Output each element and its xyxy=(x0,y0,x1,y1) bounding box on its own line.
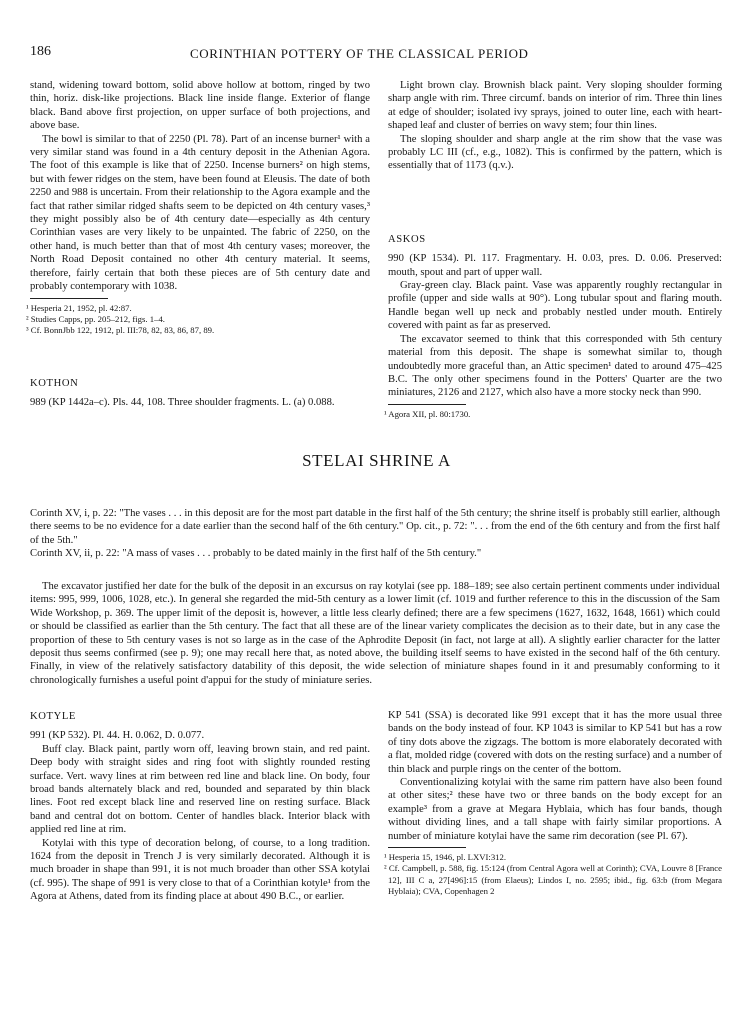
paragraph: Kotylai with this type of decoration belong, of course, to a long tradition. 1624 from the deposit in Trench J is very similarly decorated. Although it is much broader in shape than 991, it is not much broader than other SSA kotylai (cf. 995). The shape of 991 is very close to that of a Corinthian kotyle¹ from the Agora at Athens, dated from its finding place at about 490 B.C., or earlier. xyxy=(30,837,370,903)
catalog-entry: 990 (KP 1534). Pl. 117. Fragmentary. H. 0.03, pres. D. 0.06. Preserved: mouth, spout and part of upper wall. xyxy=(388,253,722,278)
left-column-top xyxy=(26,79,370,410)
paragraph: stand, widening toward bottom, solid above hollow at bottom, ringed by two thin, horiz. disk-like projections. Black line inside flange. Exterior of flange black. Band above first projection, on upper surface of both projections, and above base. xyxy=(30,80,370,132)
paragraph: Gray-green clay. Black paint. Vase was apparently roughly rectangular in profile (upper and side walls at 90°). Long tubular spout and flaring mouth. Handle began well up neck and probably nestled under mouth. Entirely covered with paint as far as preserved. xyxy=(388,280,722,332)
footnote-rule xyxy=(388,847,466,848)
right-column-top xyxy=(384,79,722,420)
left-column-bottom xyxy=(30,710,370,904)
paragraph: The excavator seemed to think that this corresponded with 5th century material from this deposit. The shape is somewhat similar to, though undoubtedly more graceful than, an Attic specimen¹ dated to around 475–425 B.C. The only other specimens found in the Potters' Quarter are the two miniatures, 2126 and 2127, which also have a more stocky neck than 990. xyxy=(388,333,722,399)
footnote: ¹ Hesperia 15, 1946, pl. LXVI:312. xyxy=(384,852,507,863)
section-heading-askos: ASKOS xyxy=(388,233,426,245)
paragraph: KP 541 (SSA) is decorated like 991 except that it has the more usual three bands on the body instead of four. KP 1043 is similar to KP 541 but has a row of tiny dots above the zigzags. The bottom is more elaborately decorated with a flat, molded ridge (covered with dots on the resting surface) and a number of thin black and purple rings on the center of the bottom. xyxy=(388,710,722,775)
footnote: ¹ Agora XII, pl. 80:1730. xyxy=(384,408,471,419)
quotation: Corinth XV, ii, p. 22: "A mass of vases . . . probably to be dated mainly in the first half of the 5th century." xyxy=(30,548,482,560)
quotation: Corinth XV, i, p. 22: "The vases . . . in this deposit are for the most part datable in the first half of the 5th century; the shrine itself is probably still earlier, although there seems to be no evidence for a date earlier than the second half of the 6th century." Op. cit., p. 72: ". . . from the end of the 6th century and from the first half of the 5th." xyxy=(30,508,720,546)
paragraph: The bowl is similar to that of 2250 (Pl. 78). Part of an incense burner¹ with a very similar stand was found in a 4th century deposit in the Athenian Agora. The foot of this example is like that of 2250. Incense burners² on high stems, but with fewer ridges on the stem, have been found at Eleusis. The date of both 2250 and 988 is uncertain. From their relationship to the Agora example and the fact that rather similar ridged shafts seem to be depicted on 4th century vases,³ they might possibly also be of 4th century date—especially as 4th century Corinthian vases are very likely to be unpainted. The fabric of 2250, on the other hand, is much better than that of most 4th century vases; moreover, the North Road Deposit contained no other 4th century material. It seems, therefore, fairly certain that both these pieces are of 5th century date and probably contemporary with 1038. xyxy=(30,133,370,293)
footnote: ² Cf. Campbell, p. 588, fig. 15:124 (from Central Agora well at Corinth); CVA, Louvre 8 [France 12], III C a, 27[496]:15 (from Elaeus); Lindos I, no. 2595; ibid., fig. 63:b (from Megara Hyblaia); CVA, Copenhagen 2 xyxy=(384,863,722,897)
right-column-bottom xyxy=(384,709,722,898)
paragraph: Conventionalizing kotylai with the same rim pattern have also been found at other sites;² these have two or three bands on the body except for an example³ from a grave at Megara Hyblaia, which has four bands, though without dividing lines, and a tall shape with fairly similar proportions. A number of miniature kotylai have the same rim decoration (see Pl. 67). xyxy=(388,777,722,842)
footnote: ¹ Hesperia 21, 1952, pl. 42:87. xyxy=(26,302,132,313)
paragraph: The excavator justified her date for the bulk of the deposit in an excursus on ray kotylai (see pp. 188–189; see also certain pertinent comments under individual items: 995, 999, 1006, 1028, etc.). In general she regarded the mid-5th century as a lower limit (cf. 1019 and further reference to this in the discussion of the Sam Wide Workshop, p. 369. The upper limit of the deposit is, however, a little less clearly defined; there are a few specimens (1627, 1632, 1648, 1661) which could or should be classified as earlier than the 5th century. The fact that all these are of the linear variety complicates the decision as to their date, but in any case the proportion of these to 5th century vases is not so large as in the case of the Aphrodite Deposit (in fact, not large at all). A slightly earlier character for the latter deposit thus seems confirmed (see p. 9); one may recall here that, as noted above, the building itself seems to have existed in the second half of the 6th century. Finally, in view of the relatively satisfactory datability of this deposit, the wide selection of miniature shapes found in it and presumably conforming to it chronologically furnishes a useful point d'appui for the study of miniature series. xyxy=(30,581,720,686)
running-title: CORINTHIAN POTTERY OF THE CLASSICAL PERIOD xyxy=(190,46,529,61)
catalog-entry: 989 (KP 1442a–c). Pls. 44, 108. Three shoulder fragments. L. (a) 0.088. xyxy=(30,397,335,409)
footnote-rule xyxy=(388,404,466,405)
section-heading-kotyle: KOTYLE xyxy=(30,711,76,722)
section-heading-kothon: KOTHON xyxy=(30,377,79,389)
page-number: 186 xyxy=(30,44,51,59)
section-body xyxy=(30,580,720,687)
catalog-entry: 991 (KP 532). Pl. 44. H. 0.062, D. 0.077. xyxy=(30,730,205,742)
footnote: ² Studies Capps, pp. 205–212, figs. 1–4. xyxy=(26,313,165,324)
footnote-rule xyxy=(30,298,108,299)
paragraph: Light brown clay. Brownish black paint. Very sloping shoulder forming sharp angle with rim. Three circumf. bands on interior of rim. Three thin lines at edge of shoulder; isolated ivy sprays, joined to outer line, each with heart-shaped leaf and cluster of berries on wavy stem; four thin lines. xyxy=(388,80,722,132)
paragraph: The sloping shoulder and sharp angle at the rim show that the vase was probably LC III (cf., e.g., 1082). This is confirmed by the pattern, which is essentially that of 1173 (q.v.). xyxy=(388,133,722,172)
paragraph: Buff clay. Black paint, partly worn off, leaving brown stain, and red paint. Deep body with straight sides and ring foot with slightly rounded resting surface. Vert. wavy lines at rim between red line and black line. On body, four broad bands alternately black and red, bounded and separated by thin black lines. Foot red except black line and reserved line on resting surface. Black band and central dot on bottom. Center of handles black. Interior black with applied red line at rim. xyxy=(30,743,370,836)
quotations xyxy=(30,507,720,561)
section-title: STELAI SHRINE A xyxy=(302,451,451,470)
footnote: ³ Cf. BonnJbb 122, 1912, pl. III:78, 82, 83, 86, 87, 89. xyxy=(26,325,215,336)
